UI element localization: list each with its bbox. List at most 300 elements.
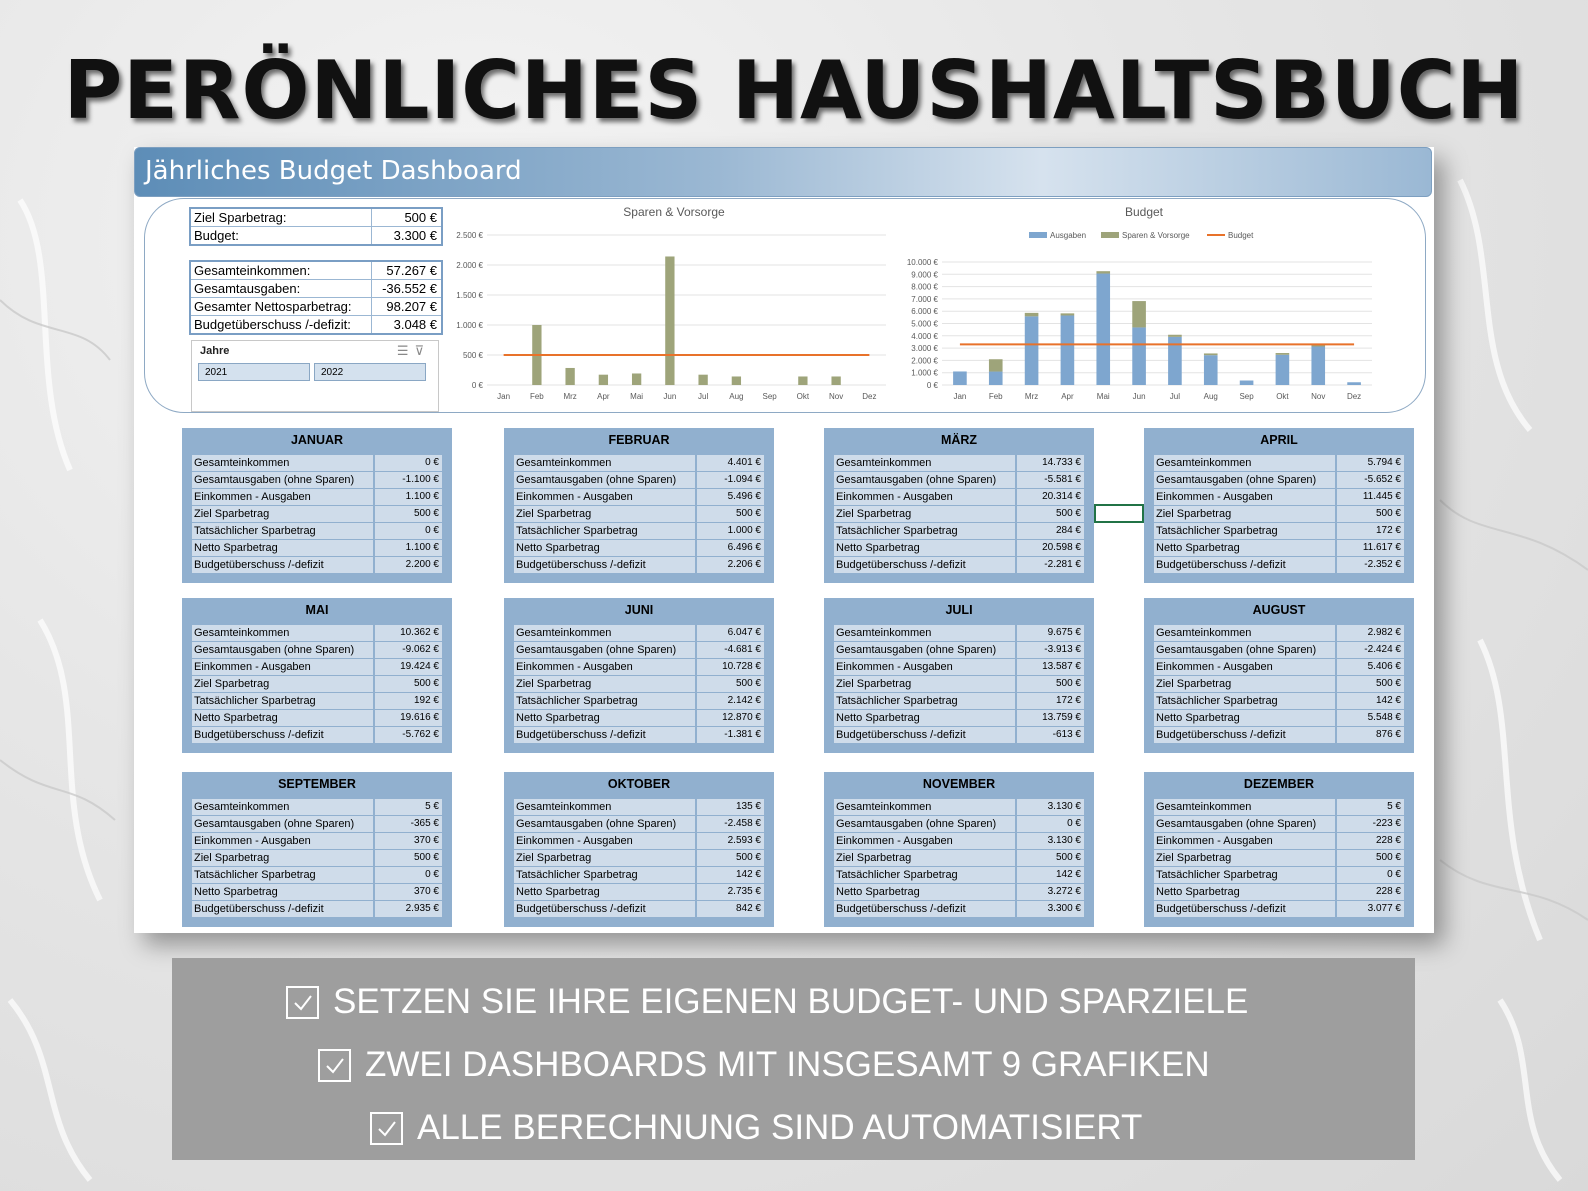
row-label: Gesamteinkommen <box>192 455 375 471</box>
row-value: 228 € <box>1337 833 1404 849</box>
table-row[interactable] <box>514 659 764 676</box>
x-tick-label: Jul <box>698 392 709 401</box>
bar-sparen-vorsorge <box>1204 353 1218 355</box>
bar-sparen-vorsorge <box>1132 301 1146 327</box>
row-value: 370 € <box>375 833 442 849</box>
row-value: 172 € <box>1017 693 1084 709</box>
row-value: 6.047 € <box>697 625 764 641</box>
row-value: 192 € <box>375 693 442 709</box>
month-table <box>182 428 452 583</box>
row-value: 500 € <box>1337 676 1404 692</box>
slicer-option-2021[interactable]: 2021 <box>198 363 310 381</box>
y-tick-label: 500 € <box>462 351 483 360</box>
table-row[interactable] <box>834 833 1084 850</box>
table-row[interactable] <box>1154 799 1404 816</box>
table-row[interactable] <box>514 540 764 557</box>
row-label: Tatsächlicher Sparbetrag <box>834 867 1017 883</box>
bar-ausgaben <box>1025 316 1039 385</box>
row-value: 3.272 € <box>1017 884 1084 900</box>
row-value: -5.652 € <box>1337 472 1404 488</box>
row-value: 500 € <box>697 506 764 522</box>
table-row[interactable] <box>192 523 442 540</box>
row-label: Ziel Sparbetrag <box>192 850 375 866</box>
checkbox-icon <box>318 1049 351 1082</box>
total-row[interactable]: Gesamtausgaben: -36.552 € <box>191 280 441 298</box>
dashboard-banner <box>134 147 1432 197</box>
table-row[interactable] <box>1154 727 1404 744</box>
row-label: Budgetüberschuss /-defizit <box>514 901 697 917</box>
table-row[interactable] <box>514 489 764 506</box>
table-row[interactable] <box>514 867 764 884</box>
row-value: 13.587 € <box>1017 659 1084 675</box>
row-value: 2.200 € <box>375 557 442 573</box>
goal-row[interactable]: Budget: 3.300 € <box>191 227 441 244</box>
row-value: 142 € <box>1337 693 1404 709</box>
x-tick-label: Dez <box>862 392 877 401</box>
table-row[interactable] <box>192 472 442 489</box>
legend-label: Ausgaben <box>1050 231 1087 240</box>
table-row[interactable] <box>834 489 1084 506</box>
total-row[interactable]: Gesamter Nettosparbetrag: 98.207 € <box>191 298 441 316</box>
y-tick-label: 1.000 € <box>911 368 938 378</box>
x-tick-label: Aug <box>1203 392 1218 401</box>
table-row[interactable] <box>514 727 764 744</box>
row-label: Netto Sparbetrag <box>514 884 697 900</box>
bar-ausgaben <box>1240 381 1254 385</box>
table-row[interactable] <box>834 727 1084 744</box>
row-value: 1.100 € <box>375 489 442 505</box>
x-tick-label: Jul <box>1169 392 1181 401</box>
row-label: Gesamtausgaben (ohne Sparen) <box>834 816 1017 832</box>
bar-sparen-vorsorge <box>698 375 707 385</box>
row-label: Tatsächlicher Sparbetrag <box>514 867 697 883</box>
x-tick-label: Jan <box>497 392 511 401</box>
row-label: Budgetüberschuss /-defizit <box>834 727 1017 743</box>
row-value: 142 € <box>1017 867 1084 883</box>
row-value: 19.424 € <box>375 659 442 675</box>
table-row[interactable] <box>514 710 764 727</box>
feature-item: ZWEI DASHBOARDS MIT INSGESAMT 9 GRAFIKEN <box>318 1045 1210 1085</box>
row-value: -223 € <box>1337 816 1404 832</box>
feature-item: SETZEN SIE IHRE EIGENEN BUDGET- UND SPARZIELE <box>286 982 1248 1022</box>
table-row[interactable] <box>192 506 442 523</box>
table-row[interactable] <box>834 642 1084 659</box>
y-tick-label: 1.500 € <box>456 291 483 300</box>
x-tick-label: Feb <box>529 392 544 401</box>
y-tick-label: 0 € <box>926 381 938 390</box>
row-label: Gesamteinkommen <box>834 799 1017 815</box>
totals-table <box>189 260 443 335</box>
table-row[interactable] <box>1154 693 1404 710</box>
row-label: Budgetüberschuss /-defizit <box>834 901 1017 917</box>
row-label: Einkommen - Ausgaben <box>834 489 1017 505</box>
checkbox-icon <box>286 986 319 1019</box>
row-value: 11.445 € <box>1337 489 1404 505</box>
month-table <box>824 428 1094 583</box>
table-row[interactable] <box>192 799 442 816</box>
y-tick-label: 8.000 € <box>911 282 938 292</box>
row-label: Netto Sparbetrag <box>1154 710 1337 726</box>
month-title: FEBRUAR <box>608 433 670 447</box>
table-row[interactable] <box>1154 850 1404 867</box>
table-row[interactable] <box>1154 867 1404 884</box>
row-label: Einkommen - Ausgaben <box>514 489 697 505</box>
month-table <box>504 428 774 583</box>
row-value: 6.496 € <box>697 540 764 556</box>
row-value: 500 € <box>375 506 442 522</box>
table-row[interactable] <box>192 850 442 867</box>
row-label: Gesamteinkommen <box>1154 799 1337 815</box>
row-value: 0 € <box>1337 867 1404 883</box>
row-label: Ziel Sparbetrag <box>1154 676 1337 692</box>
table-row[interactable] <box>514 557 764 574</box>
table-row[interactable] <box>514 901 764 918</box>
x-tick-label: Sep <box>762 392 777 401</box>
month-table <box>504 772 774 927</box>
row-label: Tatsächlicher Sparbetrag <box>1154 693 1337 709</box>
table-row[interactable] <box>834 523 1084 540</box>
row-value: 370 € <box>375 884 442 900</box>
month-title: APRIL <box>1260 433 1298 447</box>
row-value: 500 € <box>375 850 442 866</box>
row-value: 2.982 € <box>1337 625 1404 641</box>
table-row[interactable] <box>834 710 1084 727</box>
row-label: Ziel Sparbetrag <box>1154 506 1337 522</box>
table-row[interactable] <box>1154 455 1404 472</box>
row-value: 142 € <box>697 867 764 883</box>
row-label: Einkommen - Ausgaben <box>834 833 1017 849</box>
x-tick-label: Sep <box>1239 392 1254 401</box>
row-label: Netto Sparbetrag <box>192 884 375 900</box>
legend-label: Sparen & Vorsorge <box>1122 231 1190 240</box>
table-row[interactable] <box>834 540 1084 557</box>
bar-sparen-vorsorge <box>831 376 840 385</box>
x-tick-label: Jun <box>1132 392 1146 401</box>
row-label: Einkommen - Ausgaben <box>192 833 375 849</box>
row-value: 2.206 € <box>697 557 764 573</box>
row-value: 3.300 € <box>1017 901 1084 917</box>
x-tick-label: Jan <box>953 392 967 401</box>
bar-sparen-vorsorge <box>798 376 807 385</box>
table-row[interactable] <box>514 850 764 867</box>
row-label: Gesamtausgaben (ohne Sparen) <box>1154 816 1337 832</box>
bar-sparen-vorsorge <box>599 375 608 385</box>
month-table <box>182 598 452 753</box>
chart-title: Sparen & Vorsorge <box>623 205 725 219</box>
row-label: Einkommen - Ausgaben <box>192 489 375 505</box>
table-row[interactable] <box>514 625 764 642</box>
row-label: Tatsächlicher Sparbetrag <box>834 693 1017 709</box>
month-table <box>824 598 1094 753</box>
bar-sparen-vorsorge <box>989 359 1003 371</box>
row-value: 3.130 € <box>1017 799 1084 815</box>
table-row[interactable] <box>514 523 764 540</box>
table-row[interactable] <box>192 676 442 693</box>
legend-swatch <box>1029 232 1047 238</box>
table-row[interactable] <box>834 884 1084 901</box>
table-row[interactable] <box>1154 816 1404 833</box>
bar-sparen-vorsorge <box>1276 353 1290 355</box>
row-label: Ziel Sparbetrag <box>192 506 375 522</box>
row-value: 2.142 € <box>697 693 764 709</box>
row-value: 842 € <box>697 901 764 917</box>
bar-ausgaben <box>1096 274 1110 385</box>
years-slicer <box>191 340 439 412</box>
row-label: Budgetüberschuss /-defizit <box>1154 727 1337 743</box>
row-value: 5.406 € <box>1337 659 1404 675</box>
table-row[interactable] <box>192 625 442 642</box>
table-row[interactable] <box>834 850 1084 867</box>
table-row[interactable] <box>834 676 1084 693</box>
table-row[interactable] <box>514 506 764 523</box>
table-row[interactable] <box>1154 489 1404 506</box>
slicer-option-2022[interactable]: 2022 <box>314 363 426 381</box>
table-row[interactable] <box>834 557 1084 574</box>
month-table <box>1144 772 1414 927</box>
feature-list <box>172 958 1415 1160</box>
y-tick-label: 3.000 € <box>911 344 938 354</box>
row-label: Tatsächlicher Sparbetrag <box>1154 867 1337 883</box>
row-label: Ziel Sparbetrag <box>1154 850 1337 866</box>
bar-ausgaben <box>989 372 1003 385</box>
table-row[interactable] <box>192 489 442 506</box>
table-row[interactable] <box>514 455 764 472</box>
table-row[interactable] <box>514 884 764 901</box>
month-title: AUGUST <box>1252 603 1306 617</box>
bar-ausgaben <box>1061 315 1075 385</box>
bar-ausgaben <box>1347 382 1361 385</box>
table-row[interactable] <box>192 901 442 918</box>
month-title: JULI <box>945 603 973 617</box>
x-tick-label: Jun <box>663 392 677 401</box>
table-row[interactable] <box>1154 642 1404 659</box>
row-label: Gesamteinkommen <box>1154 455 1337 471</box>
month-table <box>182 772 452 927</box>
table-row[interactable] <box>834 455 1084 472</box>
table-row[interactable] <box>192 455 442 472</box>
row-value: 500 € <box>697 850 764 866</box>
x-tick-label: Apr <box>597 392 610 401</box>
table-row[interactable] <box>192 642 442 659</box>
row-label: Netto Sparbetrag <box>192 710 375 726</box>
table-row[interactable] <box>192 816 442 833</box>
row-value: 2.735 € <box>697 884 764 900</box>
row-label: Ziel Sparbetrag <box>834 676 1017 692</box>
table-row[interactable] <box>1154 833 1404 850</box>
row-label: Gesamteinkommen <box>192 625 375 641</box>
x-tick-label: Okt <box>796 392 810 401</box>
row-label: Einkommen - Ausgaben <box>514 833 697 849</box>
row-value: -613 € <box>1017 727 1084 743</box>
row-label: Budgetüberschuss /-defizit <box>1154 557 1337 573</box>
table-row[interactable] <box>514 472 764 489</box>
table-row[interactable] <box>1154 710 1404 727</box>
bar-sparen-vorsorge <box>1025 313 1039 316</box>
row-label: Ziel Sparbetrag <box>514 676 697 692</box>
row-value: -2.458 € <box>697 816 764 832</box>
row-value: 13.759 € <box>1017 710 1084 726</box>
row-label: Netto Sparbetrag <box>514 710 697 726</box>
row-label: Gesamteinkommen <box>192 799 375 815</box>
row-value: 876 € <box>1337 727 1404 743</box>
row-label: Einkommen - Ausgaben <box>514 659 697 675</box>
row-label: Gesamtausgaben (ohne Sparen) <box>834 642 1017 658</box>
table-row[interactable] <box>834 901 1084 918</box>
total-row[interactable]: Budgetüberschuss /-defizit: 3.048 € <box>191 316 441 333</box>
row-value: 5.794 € <box>1337 455 1404 471</box>
month-title: JUNI <box>624 603 654 617</box>
table-row[interactable] <box>192 867 442 884</box>
bar-sparen-vorsorge <box>565 368 574 385</box>
table-row[interactable] <box>192 710 442 727</box>
table-row[interactable] <box>514 642 764 659</box>
table-row[interactable] <box>1154 884 1404 901</box>
row-value: -1.381 € <box>697 727 764 743</box>
bar-ausgaben <box>953 371 967 385</box>
feature-item: ALLE BERECHNUNG SIND AUTOMATISIERT <box>370 1108 1142 1148</box>
table-row[interactable] <box>1154 901 1404 918</box>
table-row[interactable] <box>192 693 442 710</box>
row-label: Gesamtausgaben (ohne Sparen) <box>1154 472 1337 488</box>
row-value: 5.496 € <box>697 489 764 505</box>
month-title: MAI <box>305 603 329 617</box>
bar-ausgaben <box>1276 355 1290 385</box>
row-value: 5.548 € <box>1337 710 1404 726</box>
slicer-multiselect-icon[interactable]: ☰⊽ <box>396 343 430 358</box>
bar-ausgaben <box>1132 327 1146 385</box>
row-value: -2.424 € <box>1337 642 1404 658</box>
row-value: 500 € <box>375 676 442 692</box>
row-value: -1.094 € <box>697 472 764 488</box>
table-row[interactable] <box>192 540 442 557</box>
legend-swatch <box>1101 232 1119 238</box>
table-row[interactable] <box>514 816 764 833</box>
table-row[interactable] <box>1154 506 1404 523</box>
table-row[interactable] <box>834 472 1084 489</box>
row-value: -3.913 € <box>1017 642 1084 658</box>
row-value: 20.314 € <box>1017 489 1084 505</box>
table-row[interactable] <box>834 816 1084 833</box>
table-row[interactable] <box>1154 676 1404 693</box>
table-row[interactable] <box>834 625 1084 642</box>
table-row[interactable] <box>834 867 1084 884</box>
row-value: 11.617 € <box>1337 540 1404 556</box>
row-label: Gesamtausgaben (ohne Sparen) <box>514 816 697 832</box>
x-tick-label: Mai <box>630 392 644 401</box>
row-label: Budgetüberschuss /-defizit <box>192 727 375 743</box>
table-row[interactable] <box>192 557 442 574</box>
row-label: Budgetüberschuss /-defizit <box>192 901 375 917</box>
table-row[interactable] <box>1154 625 1404 642</box>
table-row[interactable] <box>1154 659 1404 676</box>
row-label: Gesamteinkommen <box>514 799 697 815</box>
y-tick-label: 4.000 € <box>911 331 938 341</box>
row-value: -2.352 € <box>1337 557 1404 573</box>
checkbox-icon <box>370 1112 403 1145</box>
y-tick-label: 2.000 € <box>456 261 483 270</box>
table-row[interactable] <box>834 659 1084 676</box>
row-value: 12.870 € <box>697 710 764 726</box>
row-value: 3.077 € <box>1337 901 1404 917</box>
goal-row[interactable]: Ziel Sparbetrag: 500 € <box>191 209 441 227</box>
row-label: Budgetüberschuss /-defizit <box>514 557 697 573</box>
table-row[interactable] <box>1154 557 1404 574</box>
row-value: 0 € <box>375 523 442 539</box>
table-row[interactable] <box>834 506 1084 523</box>
row-value: 10.362 € <box>375 625 442 641</box>
budget-chart <box>904 202 1384 407</box>
month-title: MÄRZ <box>940 433 978 447</box>
table-row[interactable] <box>834 799 1084 816</box>
row-label: Tatsächlicher Sparbetrag <box>1154 523 1337 539</box>
x-tick-label: Okt <box>1276 392 1289 401</box>
row-label: Gesamteinkommen <box>514 625 697 641</box>
y-tick-label: 0 € <box>471 381 483 390</box>
row-value: 5 € <box>1337 799 1404 815</box>
x-tick-label: Feb <box>988 392 1003 401</box>
row-label: Netto Sparbetrag <box>1154 540 1337 556</box>
bar-ausgaben <box>1311 347 1325 385</box>
month-table <box>1144 428 1414 583</box>
row-value: 2.935 € <box>375 901 442 917</box>
table-row[interactable] <box>192 659 442 676</box>
row-value: 500 € <box>1017 676 1084 692</box>
month-title: NOVEMBER <box>922 777 996 791</box>
row-value: 500 € <box>1017 850 1084 866</box>
bar-sparen-vorsorge <box>1168 335 1182 337</box>
row-value: 2.593 € <box>697 833 764 849</box>
legend-label: Budget <box>1228 231 1254 240</box>
table-row[interactable] <box>192 884 442 901</box>
y-tick-label: 7.000 € <box>911 294 938 304</box>
x-tick-label: Nov <box>829 392 844 401</box>
x-tick-label: Dez <box>1346 392 1362 401</box>
row-label: Gesamtausgaben (ohne Sparen) <box>514 472 697 488</box>
row-value: 0 € <box>375 455 442 471</box>
row-label: Gesamteinkommen <box>834 455 1017 471</box>
row-label: Budgetüberschuss /-defizit <box>514 727 697 743</box>
row-value: 19.616 € <box>375 710 442 726</box>
table-row[interactable] <box>1154 523 1404 540</box>
row-value: -9.062 € <box>375 642 442 658</box>
row-value: -4.681 € <box>697 642 764 658</box>
table-row[interactable] <box>514 676 764 693</box>
total-row[interactable]: Gesamteinkommen: 57.267 € <box>191 262 441 280</box>
row-label: Gesamtausgaben (ohne Sparen) <box>192 642 375 658</box>
table-row[interactable] <box>1154 540 1404 557</box>
table-row[interactable] <box>514 833 764 850</box>
table-row[interactable] <box>514 693 764 710</box>
row-value: 135 € <box>697 799 764 815</box>
table-row[interactable] <box>192 833 442 850</box>
row-label: Tatsächlicher Sparbetrag <box>192 523 375 539</box>
y-tick-label: 10.000 € <box>906 258 938 267</box>
row-label: Gesamteinkommen <box>834 625 1017 641</box>
x-tick-label: Mai <box>1096 392 1110 401</box>
row-value: 500 € <box>1337 506 1404 522</box>
row-label: Netto Sparbetrag <box>1154 884 1337 900</box>
selected-cell[interactable] <box>1094 504 1144 523</box>
table-row[interactable] <box>192 727 442 744</box>
table-row[interactable] <box>834 693 1084 710</box>
row-label: Netto Sparbetrag <box>834 540 1017 556</box>
table-row[interactable] <box>514 799 764 816</box>
table-row[interactable] <box>1154 472 1404 489</box>
row-label: Budgetüberschuss /-defizit <box>834 557 1017 573</box>
row-value: 284 € <box>1017 523 1084 539</box>
month-table <box>824 772 1094 927</box>
row-label: Einkommen - Ausgaben <box>1154 659 1337 675</box>
